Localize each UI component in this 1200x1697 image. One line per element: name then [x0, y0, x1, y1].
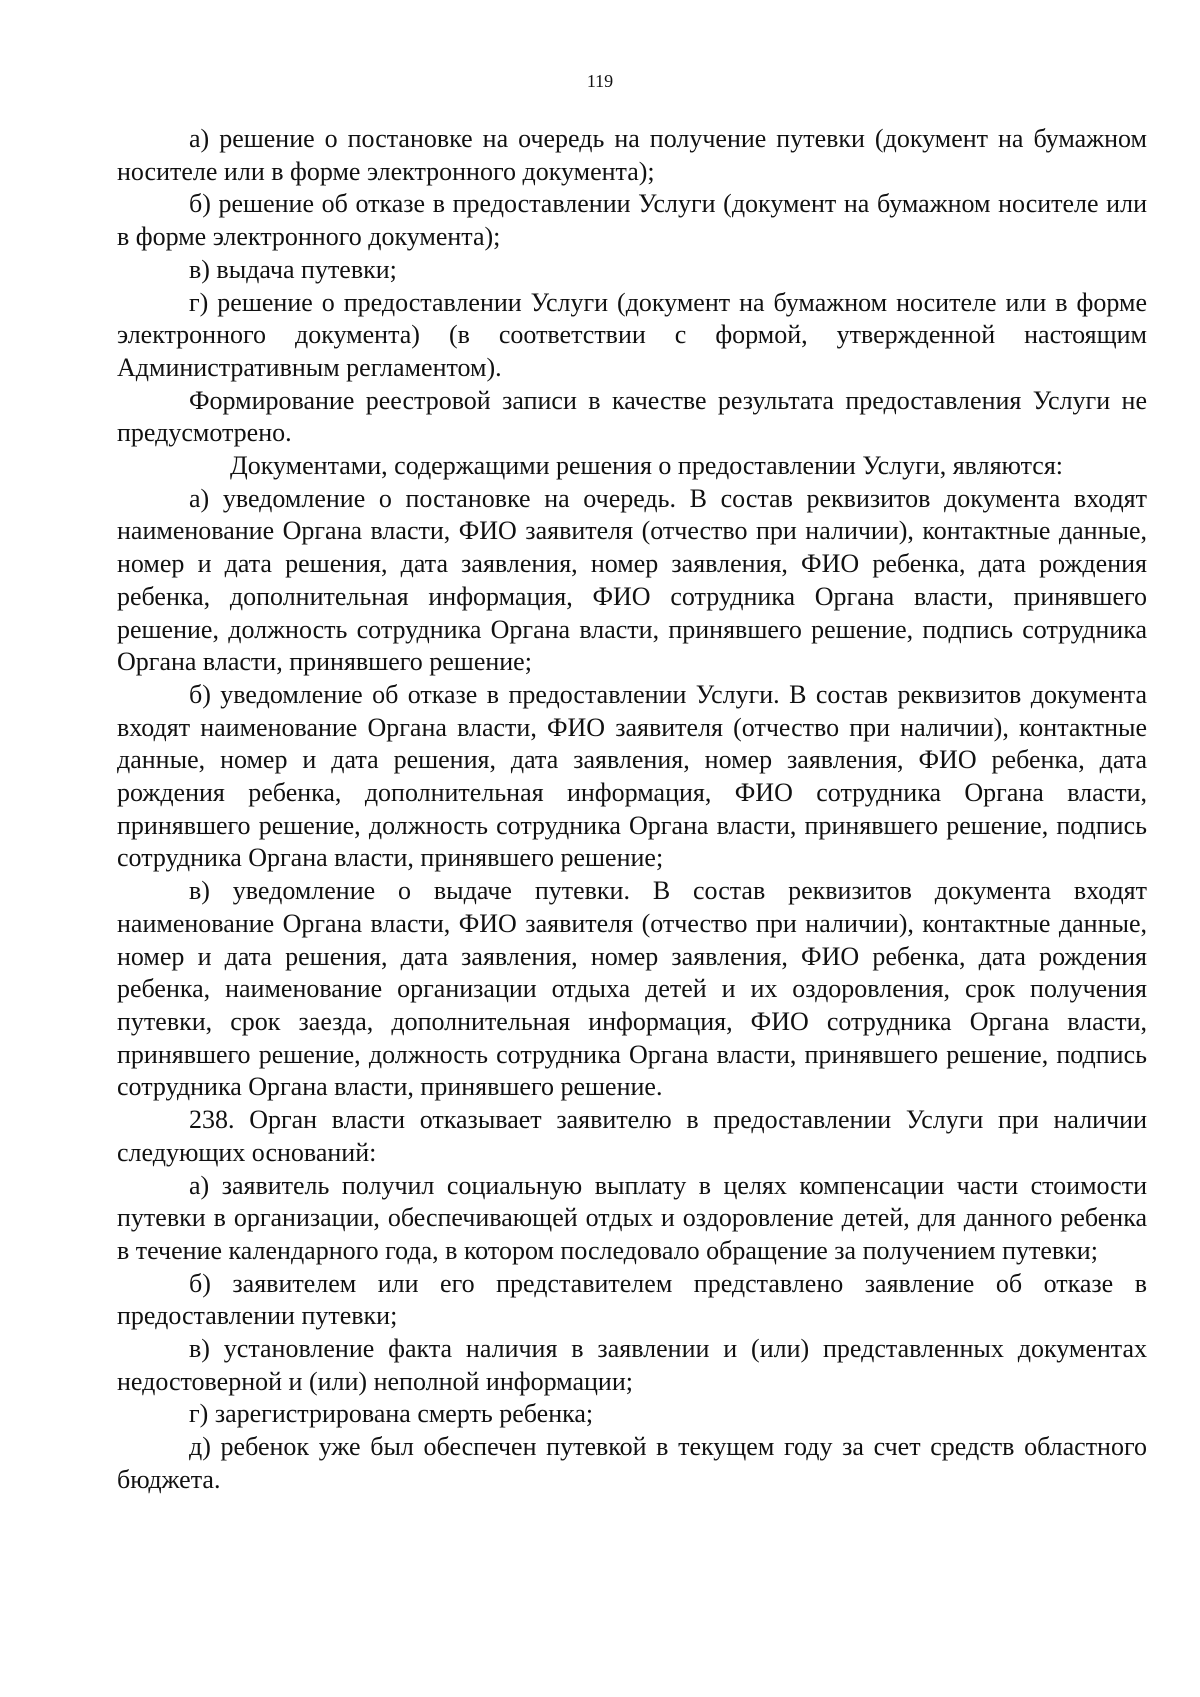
- paragraph-section-238: 238. Орган власти отказывает заявителю в предоставлении Услуги при наличии следующих оснований:: [117, 1105, 1147, 1167]
- paragraph-result-g: г) решение о предоставлении Услуги (документ на бумажном носителе или в форме электронного документа) (в соответствии с формой, утвержденной настоящим Административным регламентом).: [117, 287, 1147, 382]
- paragraph-notice-issue: в) уведомление о выдаче путевки. В состав реквизитов документа входят наименование Органа власти, ФИО заявителя (отчество при наличии), контактные данные, номер и дата решения, дата заявления, номер заявления, ФИО ребенка, дата рождения ребенка, наименование организации отдыха детей и их оздоровления, срок получения путевки, срок заезда, дополнительная информация, ФИО сотрудника Органа власти, принявшего решение, должность сотрудника Органа власти, принявшего решение, подпись сотрудника Органа власти, принявшего решение.: [117, 876, 1147, 1102]
- paragraph-result-b: б) решение об отказе в предоставлении Услуги (документ на бумажном носителе или в форме электронного документа);: [117, 189, 1147, 252]
- paragraph-ground-v: в) установление факта наличия в заявлении и (или) представленных документах недостоверной и (или) неполной информации;: [117, 1334, 1147, 1396]
- page-number: 119: [586, 71, 614, 91]
- document-body: [117, 123, 1147, 1497]
- paragraph-decision-documents: Документами, содержащими решения о предоставлении Услуги, являются:: [230, 451, 1064, 481]
- paragraph-registry-record: Формирование реестровой записи в качестве результата предоставления Услуги не предусмотрено.: [117, 385, 1147, 448]
- paragraph-ground-b: б) заявителем или его представителем представлено заявление об отказе в предоставлении путевки;: [117, 1268, 1147, 1331]
- paragraph-ground-a: а) заявитель получил социальную выплату в целях компенсации части стоимости путевки в организации, обеспечивающей отдых и оздоровление детей, для данного ребенка в течение календарного года, в котором последовало обращение за получением путевки;: [117, 1170, 1147, 1265]
- paragraph-ground-d: д) ребенок уже был обеспечен путевкой в текущем году за счет средств областного бюджета.: [117, 1432, 1147, 1494]
- paragraph-notice-refusal: б) уведомление об отказе в предоставлении Услуги. В состав реквизитов документа входят наименование Органа власти, ФИО заявителя (отчество при наличии), контактные данные, номер и дата решения, дата заявления, номер заявления, ФИО ребенка, дата рождения ребенка, дополнительная информация, ФИО сотрудника Органа власти, принявшего решение, должность сотрудника Органа власти, принявшего решение, подпись сотрудника Органа власти, принявшего решение;: [117, 679, 1147, 873]
- paragraph-result-a: а) решение о постановке на очередь на получение путевки (документ на бумажном носителе или в форме электронного документа);: [117, 124, 1147, 186]
- paragraph-ground-g: г) зарегистрирована смерть ребенка;: [189, 1399, 594, 1429]
- paragraph-result-v: в) выдача путевки;: [189, 254, 397, 284]
- paragraph-notice-queue: а) уведомление о постановке на очередь. В состав реквизитов документа входят наименование Органа власти, ФИО заявителя (отчество при наличии), контактные данные, номер и дата решения, дата заявления, номер заявления, ФИО ребенка, дата рождения ребенка, дополнительная информация, ФИО сотрудника Органа власти, принявшего решение, должность сотрудника Органа власти, принявшего решение, подпись сотрудника Органа власти, принявшего решение;: [117, 483, 1147, 677]
